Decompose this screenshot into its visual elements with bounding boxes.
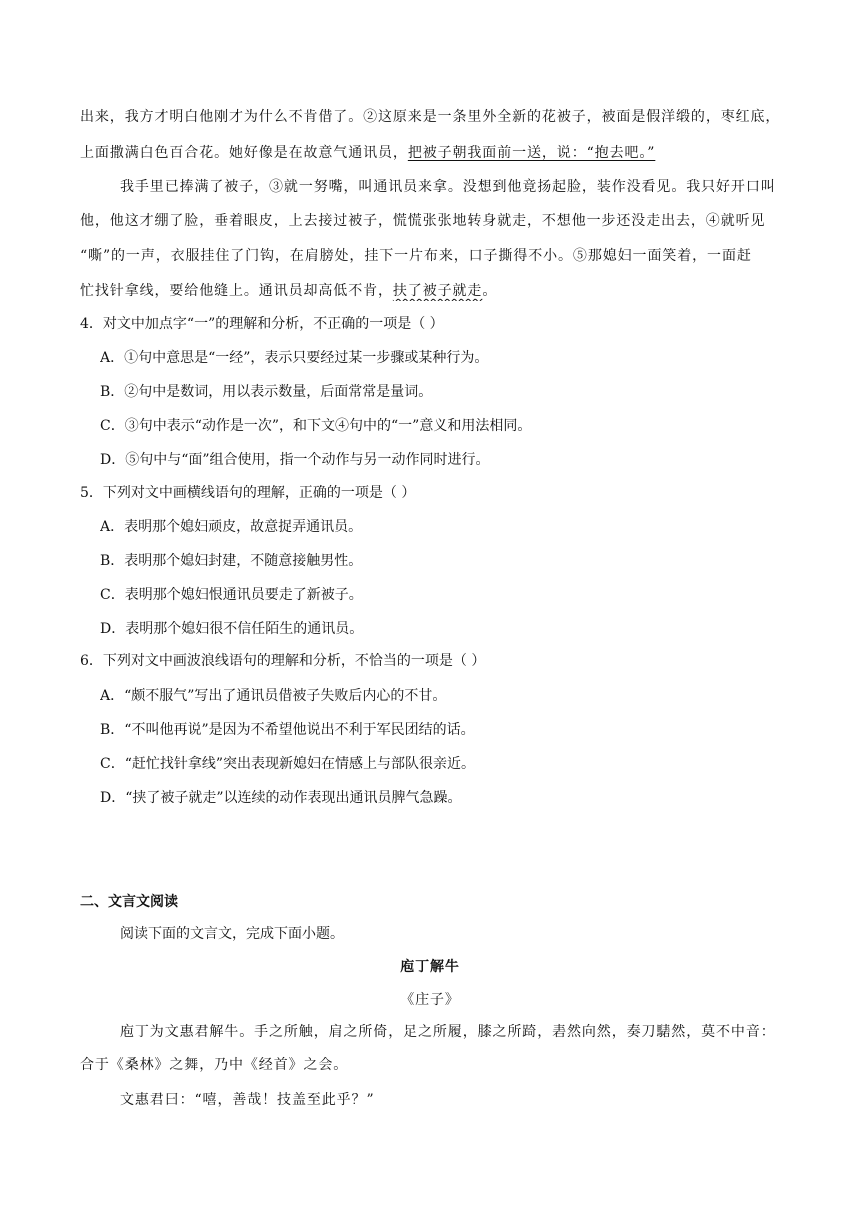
- question-5-option-d: D．表明那个媳妇很不信任陌生的通讯员。: [100, 621, 364, 637]
- classical-text-line: 庖丁为文惠君解牛。手之所触，肩之所倚，足之所履，膝之所踦，砉然向然，奏刀騞然，莫不中音：: [120, 1024, 776, 1040]
- section-instruction: 阅读下面的文言文，完成下面小题。: [120, 926, 344, 942]
- classical-text-source: 《庄子》: [400, 992, 460, 1008]
- emphasis-dot-char: 一: [298, 179, 314, 195]
- question-5-option-c: C．表明那个媳妇恨通讯员要走了新被子。: [100, 587, 363, 603]
- section-heading: 二、文言文阅读: [80, 894, 178, 910]
- question-5-option-a: A．表明那个媳妇顽皮，故意捉弄通讯员。: [100, 519, 363, 535]
- classical-text-line: 文惠君曰：“嘻，善哉！技盖至此乎？”: [120, 1092, 375, 1108]
- question-4-option-d: D．⑤句中与“面”组合使用，指一个动作与另一动作同时进行。: [100, 452, 490, 468]
- emphasis-dot-char: 一: [125, 248, 141, 264]
- emphasis-dot-char: 中: [730, 1024, 746, 1040]
- classical-text-title: 庖丁解牛: [400, 959, 460, 975]
- question-5-stem: 5．下列对文中画横线语句的理解，正确的一项是（ ）: [80, 485, 416, 501]
- underlined-sentence: 把被子朝我面前一送，说：“抱去吧。”: [407, 145, 656, 161]
- emphasis-dot-char: 不: [354, 653, 369, 669]
- question-6-option-b: B．“不叫他再说”是因为不希望他说出不利于军民团结的话。: [100, 722, 475, 738]
- question-6-stem: 6．下列对文中画波浪线语句的理解和分析，不恰当的一项是（ ）: [80, 653, 486, 669]
- passage-line: “嘶”的一声，衣服挂住了门钩，在肩膀处，挂下一片布来，口子撕得不小。⑤那媳妇一面笑着，一面赶: [80, 248, 752, 264]
- emphasis-dot-char: 一: [437, 109, 453, 125]
- question-5-option-b: B．表明那个媳妇封建，不随意接触男性。: [100, 553, 363, 569]
- question-4-option-c: C．③句中表示“动作是一次”，和下文④句中的“一”意义和用法相同。: [100, 418, 532, 434]
- passage-line: 他，他这才绷了脸，垂着眼皮，上去接过被子，慌慌张张地转身就走，不想他一步还没走出去，④就听见: [80, 213, 766, 229]
- passage-line: 忙找针拿线，要给他缝上。通讯员却高低不肯，扶了被子就走。: [80, 283, 498, 299]
- wavy-underlined-phrase: 扶了被子就走: [392, 283, 483, 299]
- question-6-option-c: C．“赶忙找针拿线”突出表现新媳妇在情感上与部队很亲近。: [100, 756, 476, 772]
- question-4-option-a: A．①句中意思是“一经”，表示只要经过某一步骤或某种行为。: [100, 350, 489, 366]
- passage-line: 我手里已捧满了被子，③就一努嘴，叫通讯员来拿。没想到他竟扬起脸，装作没看见。我只好开口叫: [120, 179, 776, 195]
- passage-line: 上面撒满白色百合花。她好像是在故意气通讯员，把被子朝我面前一送，说：“抱去吧。”: [80, 145, 656, 161]
- classical-text-line: 合于《桑林》之舞，乃中《经首》之会。: [80, 1057, 349, 1073]
- passage-line: 出来，我方才明白他刚才为什么不肯借了。②这原来是一条里外全新的花被子，被面是假洋缎的，枣红底，: [80, 109, 780, 125]
- emphasis-dot-char: 一: [707, 248, 722, 264]
- question-6-option-a: A．“颇不服气”写出了通讯员借被子失败后内心的不甘。: [100, 688, 447, 704]
- question-6-option-d: D．“挟了被子就走”以连续的动作表现出通讯员脾气急躁。: [100, 790, 462, 806]
- emphasis-dot-char: 不: [313, 316, 328, 332]
- question-4-stem: 4．对文中加点字“一”的理解和分析，不正确的一项是（ ）: [80, 316, 444, 332]
- question-4-option-b: B．②句中是数词，用以表示数量，后面常常是量词。: [100, 384, 433, 400]
- emphasis-dot-char: 一: [632, 248, 648, 264]
